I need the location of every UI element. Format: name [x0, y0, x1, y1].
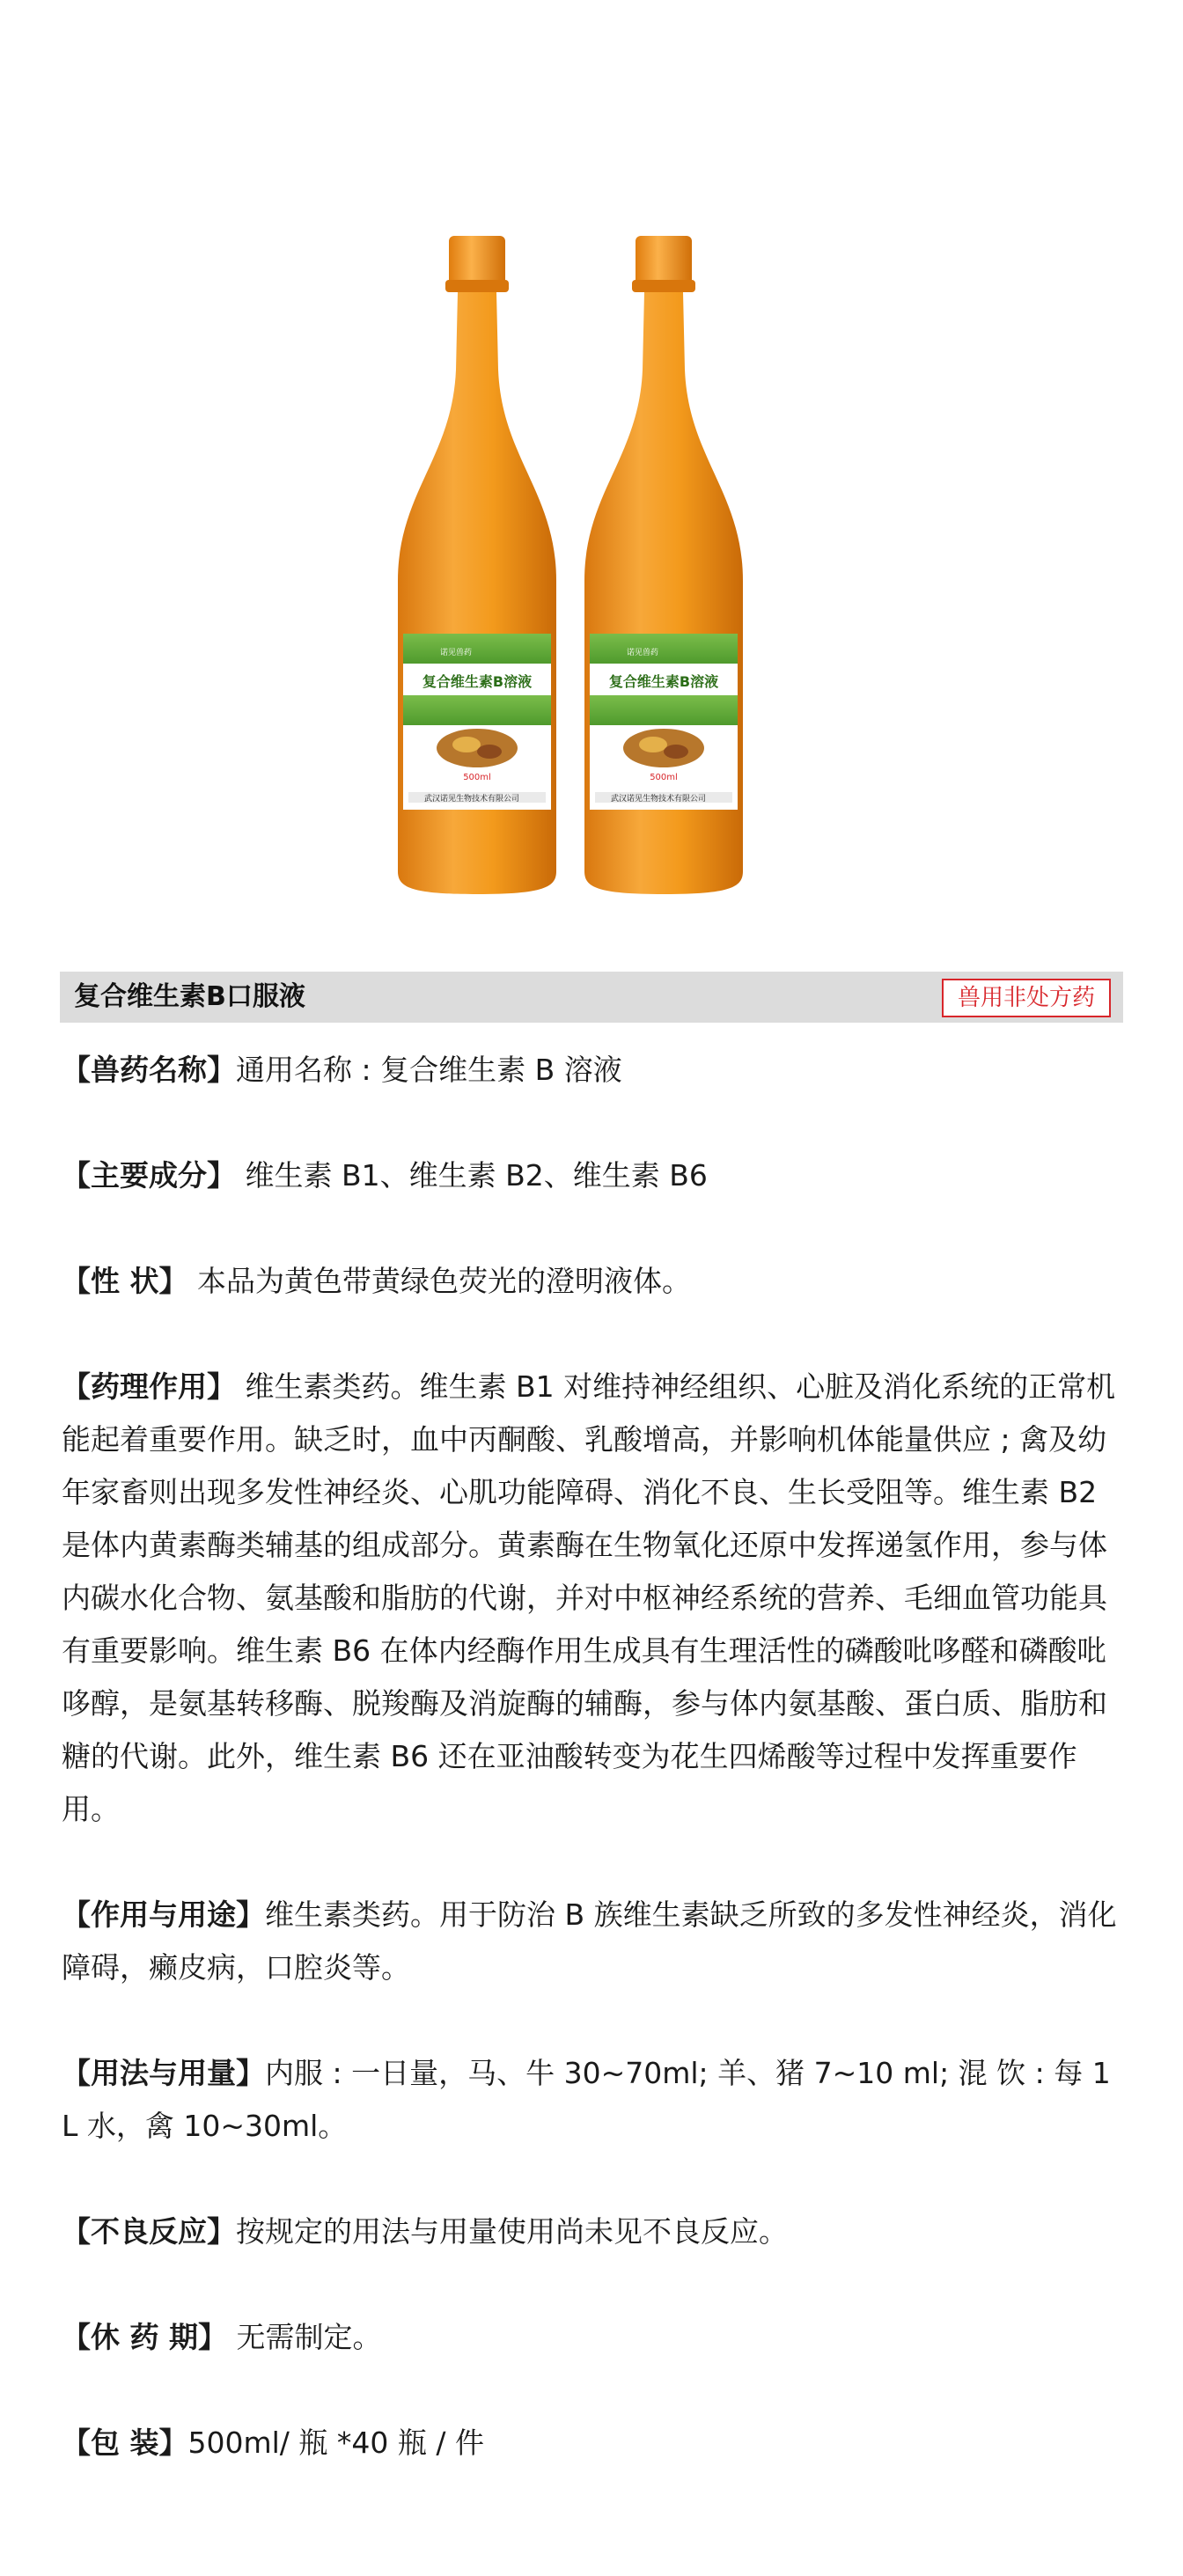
section-withdrawal-period — [62, 2311, 1121, 2364]
bottle-left — [398, 236, 556, 894]
otc-badge: 兽用非处方药 — [942, 979, 1111, 1017]
section-indications — [62, 1889, 1121, 1994]
section-adverse-reactions — [62, 2205, 1121, 2258]
section-label: 【包 装】 — [62, 2426, 188, 2460]
section-text: 通用名称 : 复合维生素 B 溶液 — [236, 1053, 622, 1087]
bottle-volume: 500ml — [650, 773, 678, 782]
section-text: 维生素 B1、维生素 B2、维生素 B6 — [236, 1158, 708, 1193]
section-label: 【性 状】 — [62, 1264, 188, 1298]
section-label: 【用法与用量】 — [62, 2056, 265, 2090]
section-pharmacology — [62, 1361, 1121, 1836]
product-photo — [0, 0, 1183, 959]
section-text: 维生素类药。用于防治 B 族维生素缺乏所致的多发性神经炎，消化障碍，癞皮病，口腔炎等。 — [62, 1897, 1117, 1985]
product-details — [62, 1044, 1121, 2522]
bottle-company: 武汉诺见生物技术有限公司 — [423, 795, 520, 804]
bottle-brand: 诺见兽药 — [627, 649, 659, 657]
section-label: 【休 药 期】 — [62, 2320, 227, 2354]
section-label: 【不良反应】 — [62, 2214, 236, 2249]
section-text: 按规定的用法与用量使用尚未见不良反应。 — [236, 2214, 788, 2249]
section-text: 500ml/ 瓶 *40 瓶 / 件 — [187, 2426, 484, 2460]
section-text: 本品为黄色带黄绿色荧光的澄明液体。 — [187, 1264, 691, 1298]
bottle-label-title: 复合维生素B溶液 — [422, 673, 533, 690]
bottle-label-title: 复合维生素B溶液 — [608, 673, 719, 690]
bottle-right — [584, 236, 743, 894]
bottles-illustration — [0, 0, 1183, 959]
section-text: 内服 : 一日量，马、牛 30~70ml; 羊、猪 7~10 ml; 混 饮 : 每 1L 水，禽 10~30ml。 — [62, 2056, 1111, 2143]
section-text: 维生素类药。维生素 B1 对维持神经组织、心脏及消化系统的正常机能起着重要作用。缺乏时，血中丙酮酸、乳酸增高，并影响机体能量供应 ; 禽及幼年家畜则出现多发性神经炎、心肌功能障碍、消化不良、生长受阻等。维生素 B2 是体内黄素酶类辅基的组成部分。黄素酶在生物氧化还原中发挥递氢作用，参与体内碳水化合物、氨基酸和脂肪的代谢，并对中枢神经系统的营养、毛细血管功能具有重要影响。维生素 B6 在体内经酶作用生成具有生理活性的磷酸吡哆醛和磷酸吡哆醇，是氨基转移酶、脱羧酶及消旋酶的辅酶，参与体内氨基酸、蛋白质、脂肪和糖的代谢。此外，维生素 B6 还在亚油酸转变为花生四烯酸等过程中发挥重要作用。 — [62, 1369, 1116, 1826]
section-packaging — [62, 2417, 1121, 2470]
section-label: 【药理作用】 — [62, 1369, 236, 1404]
product-title-bar — [60, 972, 1123, 1023]
section-label: 【作用与用途】 — [62, 1897, 265, 1932]
section-dosage — [62, 2047, 1121, 2153]
section-name — [62, 1044, 1121, 1097]
bottle-volume: 500ml — [463, 773, 491, 782]
product-title: 复合维生素B口服液 — [74, 981, 305, 1012]
section-ingredients — [62, 1149, 1121, 1202]
section-text: 无需制定。 — [226, 2320, 382, 2354]
section-appearance — [62, 1255, 1121, 1308]
bottle-company: 武汉诺见生物技术有限公司 — [610, 795, 707, 804]
section-label: 【主要成分】 — [62, 1158, 236, 1193]
bottle-brand: 诺见兽药 — [440, 649, 473, 657]
section-label: 【兽药名称】 — [62, 1053, 236, 1087]
